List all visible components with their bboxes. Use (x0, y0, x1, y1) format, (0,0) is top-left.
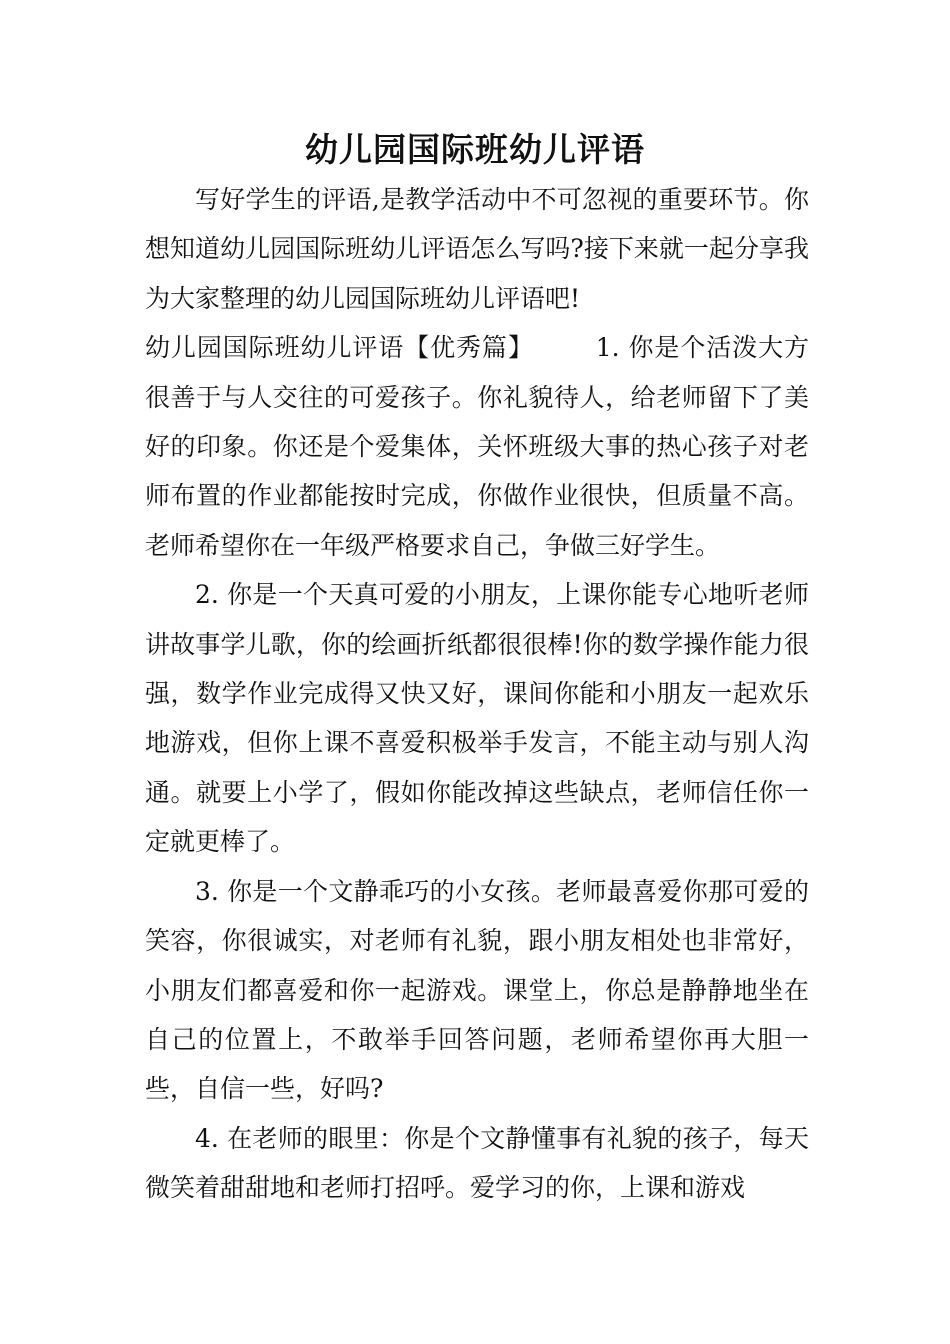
section-heading: 幼儿园国际班幼儿评语【优秀篇】 (145, 333, 534, 363)
item-1-rest: 很善于与人交往的可爱孩子。你礼貌待人，给老师留下了美好的印象。你还是个爱集体，关怀班级大事的热心孩子对老师布置的作业都能按时完成，你做作业很快，但质量不高。老师希望你在一年级严格要求自己，争做三好学生。 (145, 382, 809, 560)
section-paragraph (145, 323, 809, 570)
item-4-paragraph: 4. 在老师的眼里：你是个文静懂事有礼貌的孩子，每天微笑着甜甜地和老师打招呼。爱学习的你，上课和游戏 (145, 1123, 809, 1203)
item-1-start: 1. 你是个活泼大方 (595, 333, 809, 363)
document-title: 幼儿园国际班幼儿评语 (305, 130, 645, 169)
document-body (145, 175, 809, 1213)
intro-paragraph: 写好学生的评语,是教学活动中不可忽视的重要环节。你想知道幼儿园国际班幼儿评语怎么写吗?接下来就一起分享我为大家整理的幼儿园国际班幼儿评语吧! (145, 185, 809, 313)
item-2-paragraph: 2. 你是一个天真可爱的小朋友，上课你能专心地听老师讲故事学儿歌，你的绘画折纸都很很棒!你的数学操作能力很强，数学作业完成得又快又好，课间你能和小朋友一起欢乐地游戏，但你上课不喜爱积极举手发言，不能主动与别人沟通。就要上小学了，假如你能改掉这些缺点，老师信任你一定就更棒了。 (145, 580, 809, 857)
item-3-paragraph: 3. 你是一个文静乖巧的小女孩。老师最喜爱你那可爱的笑容，你很诚实，对老师有礼貌，跟小朋友相处也非常好，小朋友们都喜爱和你一起游戏。课堂上，你总是静静地坐在自己的位置上，不敢举手回答问题，老师希望你再大胆一些，自信一些，好吗? (145, 876, 809, 1104)
